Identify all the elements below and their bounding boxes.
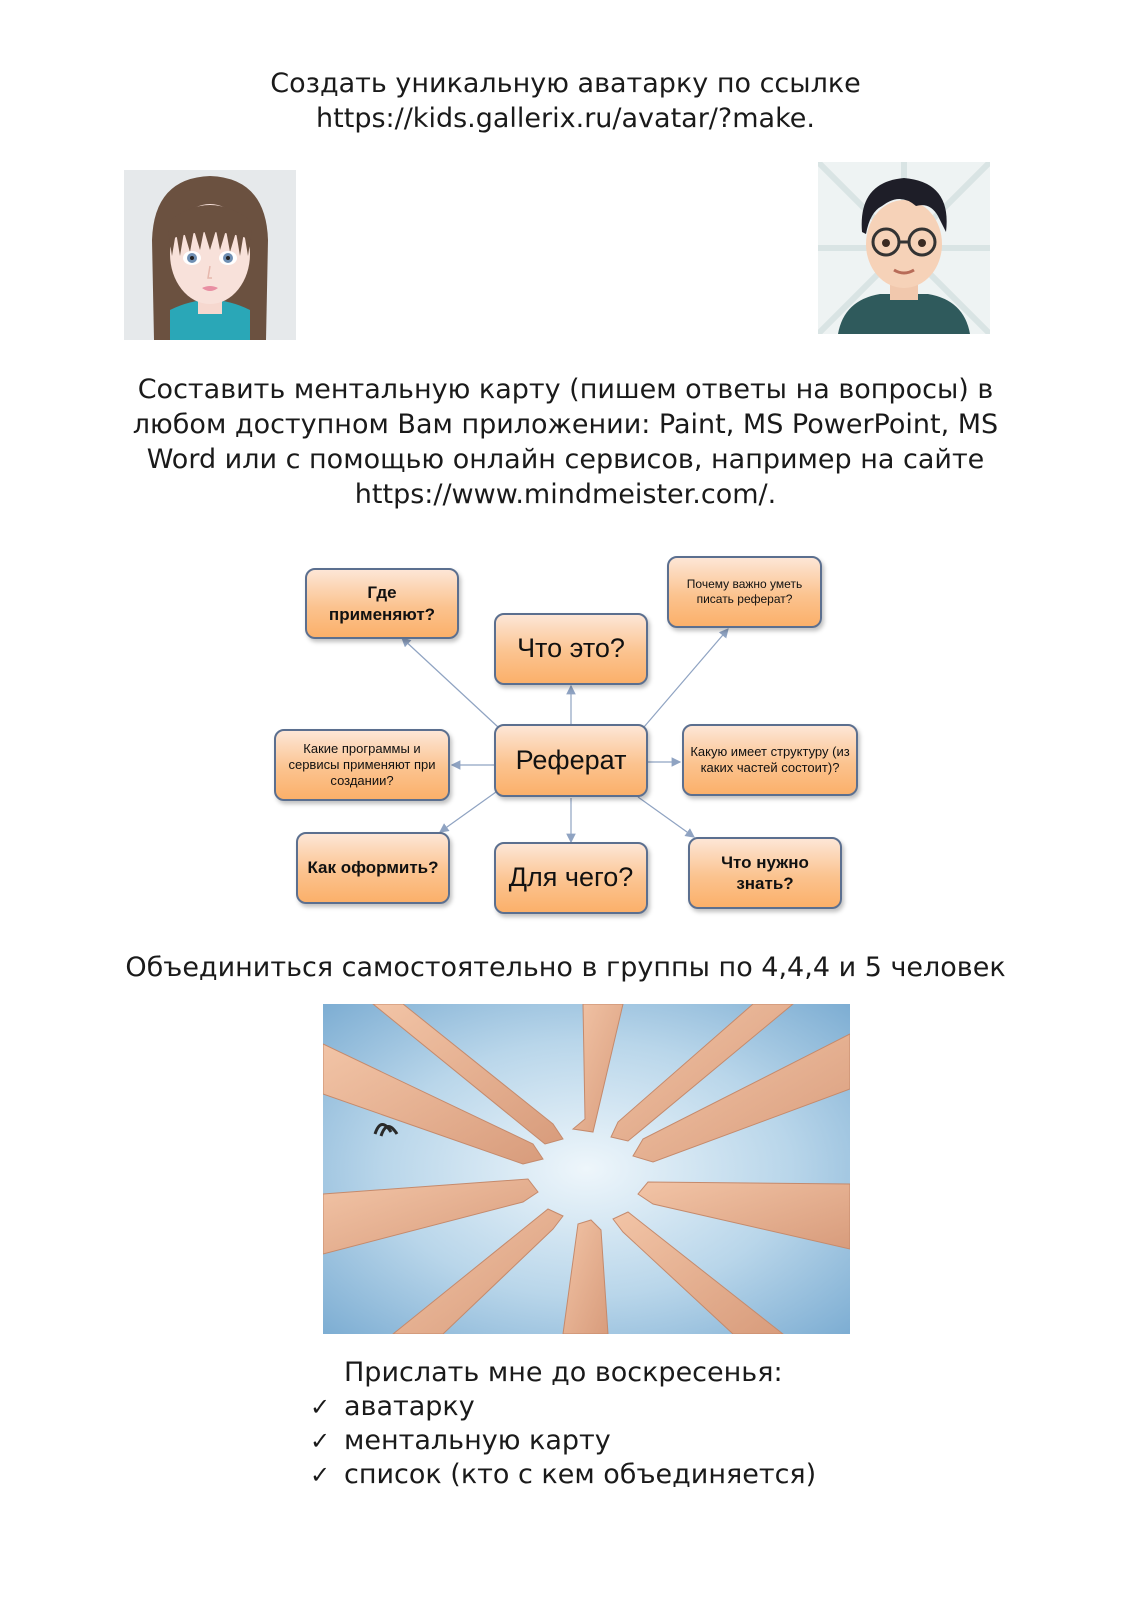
connector-where: [402, 638, 498, 727]
task-avatar-link: https://kids.gallerix.ru/avatar/?make.: [316, 103, 815, 134]
teamwork-hands-photo: [323, 1004, 850, 1334]
mind-map-node-where: Где применяют?: [305, 568, 459, 639]
checklist-item: [310, 1424, 816, 1458]
checklist-item-label: аватарку: [344, 1391, 475, 1422]
checkmark-icon: ✓: [310, 1393, 331, 1421]
mind-map-diagram: [260, 552, 880, 922]
boy-avatar-image: [818, 162, 990, 334]
checklist-item-label: ментальную карту: [344, 1425, 611, 1456]
mind-map-node-know: Что нужно знать?: [688, 837, 842, 909]
send-checklist: [310, 1356, 816, 1492]
connector-why: [644, 629, 728, 727]
task-avatar-line-1: Создать уникальную аватарку по ссылке: [270, 68, 861, 99]
task-mindmap-line-3: Word или с помощью онлайн сервисов, например на сайте: [146, 444, 985, 475]
send-title: Прислать мне до воскресенья:: [344, 1357, 783, 1388]
task-mindmap-line-1: Составить ментальную карту (пишем ответы на вопросы) в: [137, 374, 994, 405]
task-groups-instruction: Объединиться самостоятельно в группы по 4,4,4 и 5 человек: [125, 952, 1006, 983]
connector-know: [638, 797, 694, 837]
mind-map-node-programs: Какие программы и сервисы применяют при создании?: [274, 729, 450, 801]
connector-format: [440, 792, 496, 832]
checkmark-icon: ✓: [310, 1427, 331, 1455]
task-mindmap-instruction: [0, 372, 1131, 512]
checkmark-icon: ✓: [310, 1461, 331, 1489]
mind-map-node-center: Реферат: [494, 724, 648, 797]
task-mindmap-line-2: любом доступном Вам приложении: Paint, MS PowerPoint, MS: [132, 409, 999, 440]
checklist-item: [310, 1390, 816, 1424]
task-mindmap-link: https://www.mindmeister.com/.: [354, 479, 777, 510]
mind-map-node-what: Что это?: [494, 613, 648, 685]
mind-map-node-format: Как оформить?: [296, 832, 450, 904]
girl-avatar-image: [124, 170, 296, 340]
mind-map-node-structure: Какую имеет структуру (из каких частей состоит)?: [682, 724, 858, 796]
task-avatar-instruction: [0, 66, 1131, 136]
checklist-item: [310, 1458, 816, 1492]
mind-map-node-why: Почему важно уметь писать реферат?: [667, 556, 822, 628]
checklist-item-label: список (кто с кем объединяется): [344, 1459, 817, 1490]
mind-map-node-purpose: Для чего?: [494, 842, 648, 914]
